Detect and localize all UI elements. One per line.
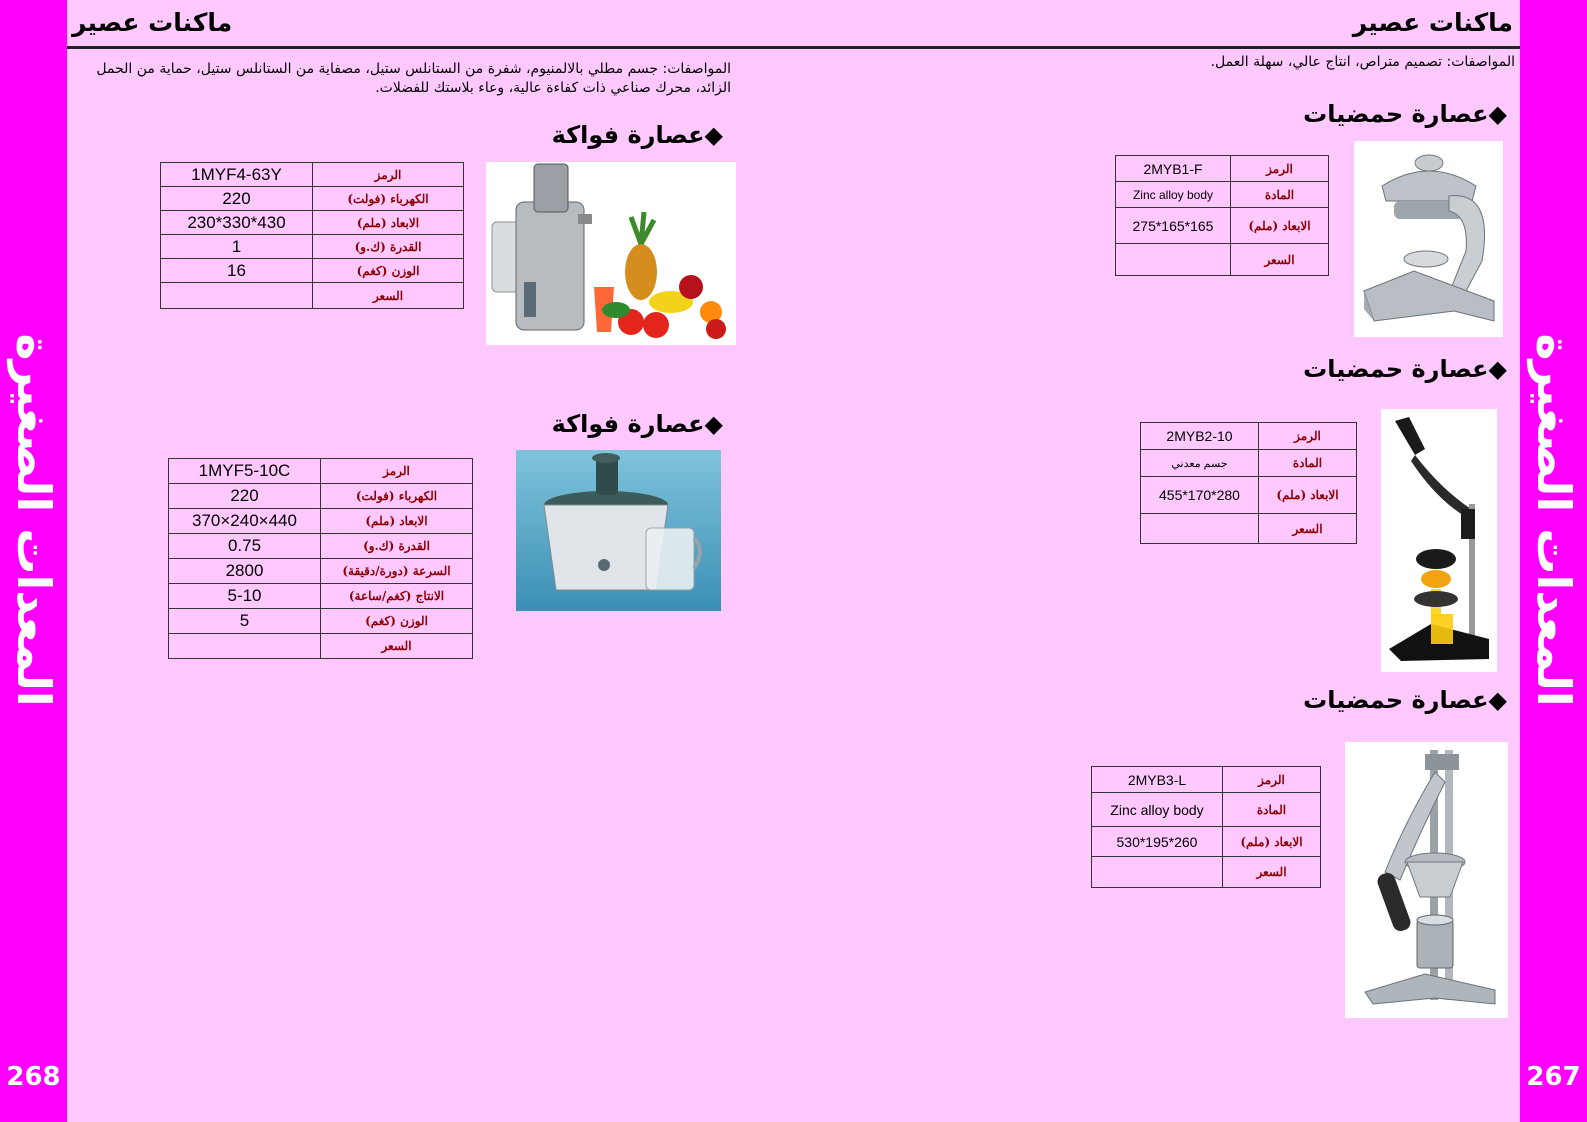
spec-value: 275*165*165: [1116, 208, 1231, 244]
table-row: [161, 163, 464, 187]
spec-label: الرمز: [1223, 767, 1321, 793]
spec-value: 1MYF4-63Y: [161, 163, 313, 187]
spec-value: جسم معدني: [1141, 450, 1259, 477]
fruit-juicer-1-title: عصارة فواكة: [551, 121, 705, 149]
citrus-press-1-heading: ◆عصارة حمضيات: [1303, 100, 1507, 128]
right-page-number: 267: [1526, 1062, 1581, 1092]
citrus-press-3-spec-table: [1091, 766, 1321, 888]
spec-value: 1: [161, 235, 313, 259]
table-row: [169, 534, 473, 559]
fruit-juicer-1-photo: [486, 162, 736, 345]
spec-value: 1MYF5-10C: [169, 459, 321, 484]
table-row: [1141, 450, 1357, 477]
citrus-press-3-heading: ◆عصارة حمضيات: [1303, 686, 1507, 714]
table-row: [169, 484, 473, 509]
table-row: [1092, 793, 1321, 827]
left-page-number: 268: [6, 1062, 61, 1092]
right-sidebar-label: المعدات الصغيرة: [1526, 333, 1581, 707]
spec-label: السعر: [321, 634, 473, 659]
left-sidebar: [0, 0, 67, 1122]
spec-value: 2800: [169, 559, 321, 584]
table-row: [1092, 767, 1321, 793]
citrus-press-1-title: عصارة حمضيات: [1303, 100, 1489, 128]
spec-label: الكهرباء (فولت): [313, 187, 464, 211]
table-row: [169, 584, 473, 609]
citrus-press-3-photo: [1345, 742, 1508, 1018]
table-row: [161, 187, 464, 211]
left-sidebar-label: المعدات الصغيرة: [6, 333, 61, 707]
spec-value: Zinc alloy body: [1116, 182, 1231, 208]
citrus-press-1-photo: [1354, 141, 1503, 337]
table-row: [1116, 156, 1329, 182]
table-row: [169, 634, 473, 659]
spec-value: 5-10: [169, 584, 321, 609]
spec-label: القدرة (ك.و): [313, 235, 464, 259]
header-divider: [67, 46, 1520, 49]
table-row: [1141, 477, 1357, 514]
spec-label: الرمز: [1259, 423, 1357, 450]
spec-value: [161, 283, 313, 309]
spec-label: المادة: [1259, 450, 1357, 477]
spec-value: 455*170*280: [1141, 477, 1259, 514]
spec-label: الابعاد (ملم): [1259, 477, 1357, 514]
citrus-press-2-heading: ◆عصارة حمضيات: [1303, 355, 1507, 383]
citrus-press-1-spec-table: [1115, 155, 1329, 276]
table-row: [169, 609, 473, 634]
spec-label: السرعة (دورة/دقيقة): [321, 559, 473, 584]
right-specs: المواصفات: تصميم متراص، انتاج عالي، سهلة العمل.: [1210, 54, 1515, 70]
spec-value: 230*330*430: [161, 211, 313, 235]
table-row: [1092, 827, 1321, 857]
right-sidebar: [1520, 0, 1587, 1122]
table-row: [169, 509, 473, 534]
spec-label: القدرة (ك.و): [321, 534, 473, 559]
spec-label: السعر: [1223, 857, 1321, 888]
citrus-press-2-spec-table: [1140, 422, 1357, 544]
fruit-juicer-2-photo: [516, 450, 721, 611]
citrus-press-3-title: عصارة حمضيات: [1303, 686, 1489, 714]
spec-value: 0.75: [169, 534, 321, 559]
spec-label: الرمز: [321, 459, 473, 484]
spec-value: [169, 634, 321, 659]
spec-label: الابعاد (ملم): [321, 509, 473, 534]
spec-label: الابعاد (ملم): [1223, 827, 1321, 857]
spec-label: السعر: [1259, 514, 1357, 544]
left-specs: المواصفات: جسم مطلي بالالمنيوم، شفرة من الستانلس ستيل، مصفاية من الستانلس ستيل، حماية من الحمل الزائد، محرك صناعي ذات كفاءة عالية، وعاء بلاستك للفضلات.: [96, 61, 731, 96]
spec-value: [1116, 244, 1231, 276]
spec-value: 370×240×440: [169, 509, 321, 534]
table-row: [1116, 244, 1329, 276]
table-row: [161, 235, 464, 259]
spec-value: 16: [161, 259, 313, 283]
table-row: [161, 211, 464, 235]
right-page-title: ماكنات عصير: [1352, 8, 1513, 37]
spec-label: الوزن (كغم): [313, 259, 464, 283]
spec-label: الوزن (كغم): [321, 609, 473, 634]
fruit-juicer-2-spec-table: [168, 458, 473, 659]
spec-value: 5: [169, 609, 321, 634]
table-row: [161, 259, 464, 283]
spec-value: 2MYB2-10: [1141, 423, 1259, 450]
spec-label: الرمز: [1231, 156, 1329, 182]
table-row: [1141, 514, 1357, 544]
table-row: [1141, 423, 1357, 450]
spec-value: [1092, 857, 1223, 888]
spec-value: 2MYB1-F: [1116, 156, 1231, 182]
spec-value: [1141, 514, 1259, 544]
spec-label: المادة: [1231, 182, 1329, 208]
spec-label: الابعاد (ملم): [1231, 208, 1329, 244]
fruit-juicer-1-heading: ◆عصارة فواكة: [551, 121, 723, 149]
table-row: [1092, 857, 1321, 888]
spec-label: السعر: [1231, 244, 1329, 276]
spec-label: السعر: [313, 283, 464, 309]
table-row: [1116, 208, 1329, 244]
spec-value: 2MYB3-L: [1092, 767, 1223, 793]
spec-value: 530*195*260: [1092, 827, 1223, 857]
spec-label: المادة: [1223, 793, 1321, 827]
fruit-juicer-2-title: عصارة فواكة: [551, 410, 705, 438]
fruit-juicer-1-spec-table: [160, 162, 464, 309]
spec-label: الكهرباء (فولت): [321, 484, 473, 509]
citrus-press-2-title: عصارة حمضيات: [1303, 355, 1489, 383]
spec-value: 220: [161, 187, 313, 211]
left-page-title: ماكنات عصير: [72, 8, 233, 37]
spec-value: Zinc alloy body: [1092, 793, 1223, 827]
table-row: [1116, 182, 1329, 208]
table-row: [169, 459, 473, 484]
spec-label: الابعاد (ملم): [313, 211, 464, 235]
citrus-press-2-photo: [1381, 409, 1497, 672]
spec-value: 220: [169, 484, 321, 509]
fruit-juicer-2-heading: ◆عصارة فواكة: [551, 410, 723, 438]
spec-label: الرمز: [313, 163, 464, 187]
table-row: [169, 559, 473, 584]
table-row: [161, 283, 464, 309]
spec-label: الانتاج (كغم/ساعة): [321, 584, 473, 609]
